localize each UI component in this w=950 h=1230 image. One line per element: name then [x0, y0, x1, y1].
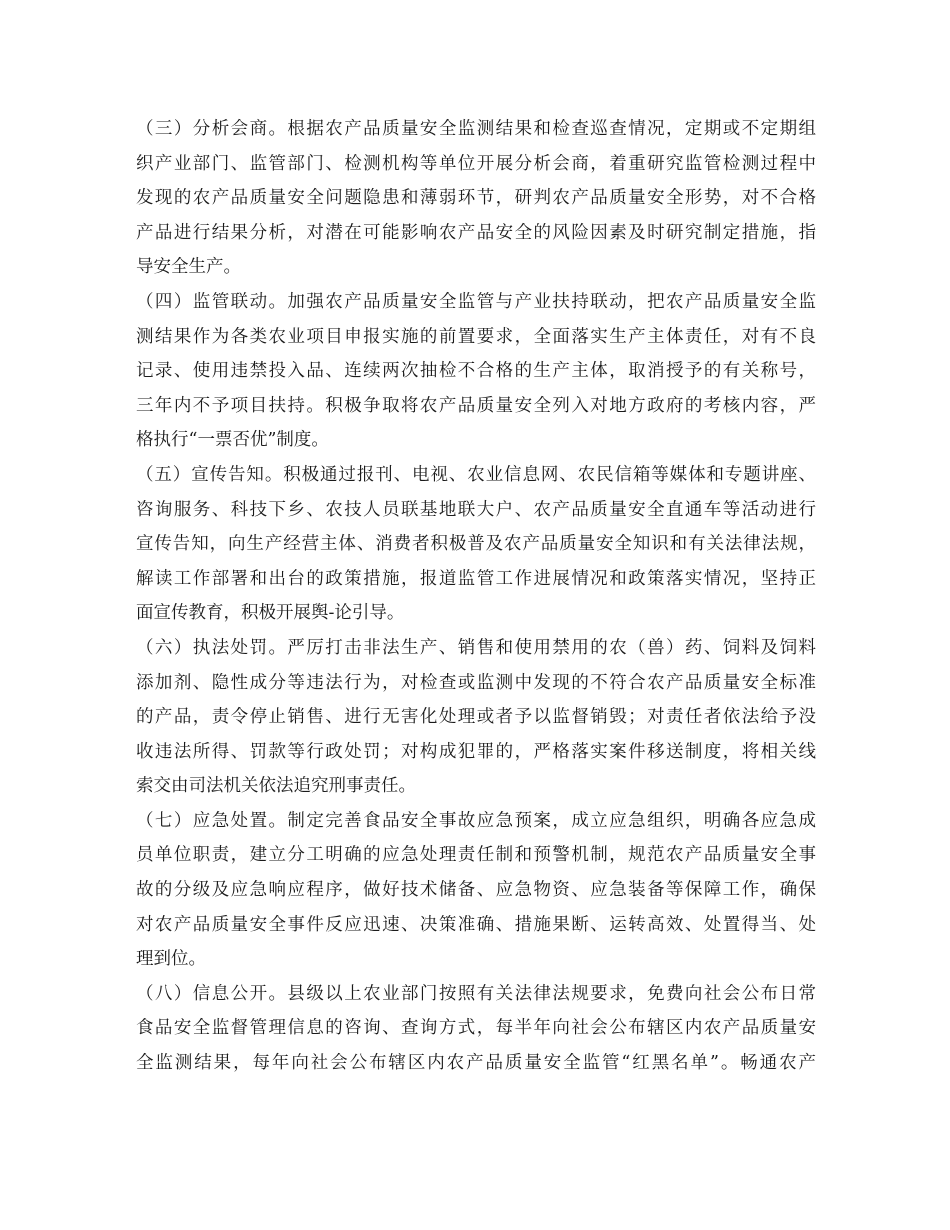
paragraph-line: 织产业部门、监管部门、检测机构等单位开展分析会商，着重研究监管检测过程中 [136, 153, 816, 174]
paragraph-line: 全监测结果，每年向社会公布辖区内农产品质量安全监管“红黑名单”。畅通农产 [136, 1053, 816, 1074]
paragraph-line: 格执行“一票否优”制度。 [136, 430, 329, 451]
paragraph-line: 解读工作部署和出台的政策措施，报道监管工作进展情况和政策落实情况，坚持正 [136, 568, 816, 589]
document-body [136, 112, 816, 1081]
paragraph-line: 宣传告知，向生产经营主体、消费者积极普及农产品质量安全知识和有关法律法规， [136, 534, 816, 555]
paragraph-line: 故的分级及应急响应程序，做好技术储备、应急物资、应急装备等保障工作，确保 [136, 880, 816, 901]
paragraph-3 [136, 458, 816, 631]
paragraph-line: 收违法所得、罚款等行政处罚；对构成犯罪的，严格落实案件移送制度，将相关线 [136, 741, 816, 762]
paragraph-line: 咨询服务、科技下乡、农技人员联基地联大户、农产品质量安全直通车等活动进行 [136, 499, 816, 520]
paragraph-line: 对农产品质量安全事件反应迅速、决策准确、措施果断、运转高效、处置得当、处 [136, 914, 816, 935]
paragraph-line: 记录、使用违禁投入品、连续两次抽检不合格的生产主体，取消授予的有关称号， [136, 361, 816, 382]
paragraph-line: 三年内不予项目扶持。积极争取将农产品质量安全列入对地方政府的考核内容，严 [136, 395, 816, 416]
paragraph-line: 理到位。 [136, 949, 206, 970]
paragraph-line: （五）宣传告知。积极通过报刊、电视、农业信息网、农民信箱等媒体和专题讲座、 [136, 464, 816, 485]
paragraph-1 [136, 112, 816, 285]
paragraph-line: （三）分析会商。根据农产品质量安全监测结果和检查巡查情况，定期或不定期组 [136, 119, 816, 139]
paragraph-line: （八）信息公开。县级以上农业部门按照有关法律法规要求，免费向社会公布日常 [136, 983, 816, 1004]
paragraph-2 [136, 285, 816, 458]
paragraph-line: （六）执法处罚。严厉打击非法生产、销售和使用禁用的农（兽）药、饲料及饲料 [136, 637, 816, 658]
paragraph-line: 食品安全监督管理信息的咨询、查询方式，每半年向社会公布辖区内农产品质量安 [136, 1018, 816, 1039]
paragraph-line: （四）监管联动。加强农产品质量安全监管与产业扶持联动，把农产品质量安全监 [136, 291, 816, 312]
paragraph-line: 面宣传教育，积极开展舆-论引导。 [136, 603, 405, 624]
paragraph-line: 员单位职责，建立分工明确的应急处理责任制和预警机制，规范农产品质量安全事 [136, 845, 816, 866]
paragraph-line: （七）应急处置。制定完善食品安全事故应急预案，成立应急组织，明确各应急成 [136, 810, 816, 831]
paragraph-4 [136, 631, 816, 804]
paragraph-line: 发现的农产品质量安全问题隐患和薄弱环节，研判农产品质量安全形势，对不合格 [136, 188, 816, 209]
paragraph-line: 测结果作为各类农业项目申报实施的前置要求，全面落实生产主体责任，对有不良 [136, 326, 816, 347]
paragraph-line: 添加剂、隐性成分等违法行为，对检查或监测中发现的不符合农产品质量安全标准 [136, 672, 816, 693]
paragraph-line: 导安全生产。 [136, 257, 241, 278]
paragraph-line: 产品进行结果分析，对潜在可能影响农产品安全的风险因素及时研究制定措施，指 [136, 222, 816, 243]
paragraph-6 [136, 977, 816, 1081]
paragraph-line: 的产品，责令停止销售、进行无害化处理或者予以监督销毁；对责任者依法给予没 [136, 707, 816, 728]
paragraph-5 [136, 804, 816, 977]
paragraph-line: 索交由司法机关依法追究刑事责任。 [136, 776, 416, 797]
